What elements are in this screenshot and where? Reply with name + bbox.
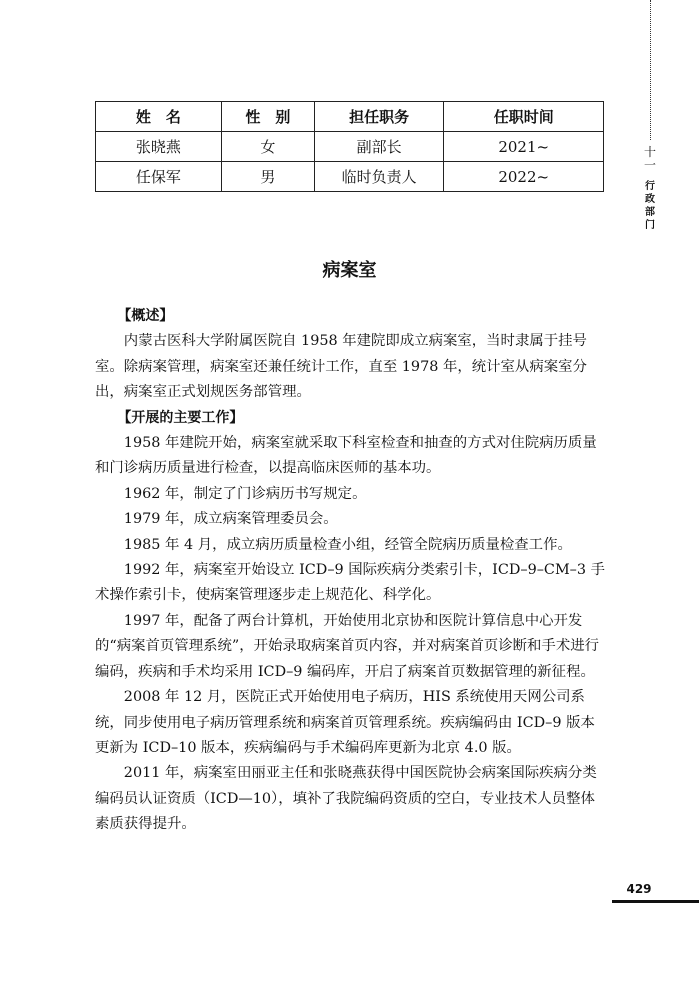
body-text bbox=[95, 304, 609, 838]
paragraph: 1997 年，配备了两台计算机，开始使用北京协和医院计算信息中心开发的“病案首页管理系统”，开始录取病案首页内容，并对病案首页诊断和手术进行编码，疾病和手术均采用 ICD–9 编码库，开启了病案首页数据管理的新征程。 bbox=[95, 612, 599, 680]
chapter-title: 行政部门 bbox=[645, 181, 655, 231]
paragraph: 1962 年，制定了门诊病历书写规定。 bbox=[123, 485, 367, 502]
subsection-heading: 【开展的主要工作】 bbox=[117, 409, 244, 426]
section-title: 病案室 bbox=[322, 260, 377, 281]
header-name: 姓 名 bbox=[96, 102, 222, 132]
margin-dotted-rule bbox=[650, 0, 651, 140]
staff-table bbox=[95, 101, 604, 192]
cell-gender: 女 bbox=[221, 132, 314, 162]
paragraph: 1992 年，病案室开始设立 ICD–9 国际疾病分类索引卡，ICD–9–CM–3 手术操作索引卡，使病案管理逐步走上规范化、科学化。 bbox=[95, 562, 605, 604]
table-row bbox=[96, 132, 604, 162]
cell-position: 副部长 bbox=[314, 132, 443, 162]
header-position: 担任职务 bbox=[314, 102, 443, 132]
paragraph: 内蒙古医科大学附属医院自 1958 年建院即成立病案室，当时隶属于挂号室。除病案管理，病案室还兼任统计工作，直至 1978 年，统计室从病案室分出，病案室正式划规医务部管理。 bbox=[95, 333, 587, 401]
cell-tenure: 2022~ bbox=[444, 162, 604, 192]
paragraph: 1979 年，成立病案管理委员会。 bbox=[123, 511, 338, 528]
page-number: 429 bbox=[626, 882, 652, 896]
page-number-rule bbox=[612, 900, 699, 903]
header-gender: 性 别 bbox=[221, 102, 314, 132]
table-header-row bbox=[96, 102, 604, 132]
cell-name: 张晓燕 bbox=[96, 132, 222, 162]
chapter-side-label bbox=[641, 146, 659, 232]
paragraph: 2011 年，病案室田丽亚主任和张晓燕获得中国医院协会病案国际疾病分类编码员认证资质（ICD—10），填补了我院编码资质的空白，专业技术人员整体素质获得提升。 bbox=[95, 765, 597, 833]
header-tenure: 任职时间 bbox=[444, 102, 604, 132]
cell-name: 任保军 bbox=[96, 162, 222, 192]
cell-tenure: 2021~ bbox=[444, 132, 604, 162]
table-row bbox=[96, 162, 604, 192]
subsection-heading: 【概述】 bbox=[117, 308, 174, 324]
cell-gender: 男 bbox=[221, 162, 314, 192]
paragraph: 1985 年 4 月，成立病历质量检查小组，经管全院病历质量检查工作。 bbox=[123, 536, 572, 553]
cell-position: 临时负责人 bbox=[314, 162, 443, 192]
paragraph: 1958 年建院开始，病案室就采取下科室检查和抽查的方式对住院病历质量和门诊病历质量进行检查，以提高临床医师的基本功。 bbox=[95, 435, 597, 477]
paragraph: 2008 年 12 月，医院正式开始使用电子病历，HIS 系统使用天网公司系统，同步使用电子病历管理系统和病案首页管理系统。疾病编码由 ICD–9 版本更新为 ICD–10 版本，疾病编码与手术编码库更新为北京 4.0 版。 bbox=[95, 689, 595, 756]
chapter-number: 十一 bbox=[643, 145, 656, 172]
